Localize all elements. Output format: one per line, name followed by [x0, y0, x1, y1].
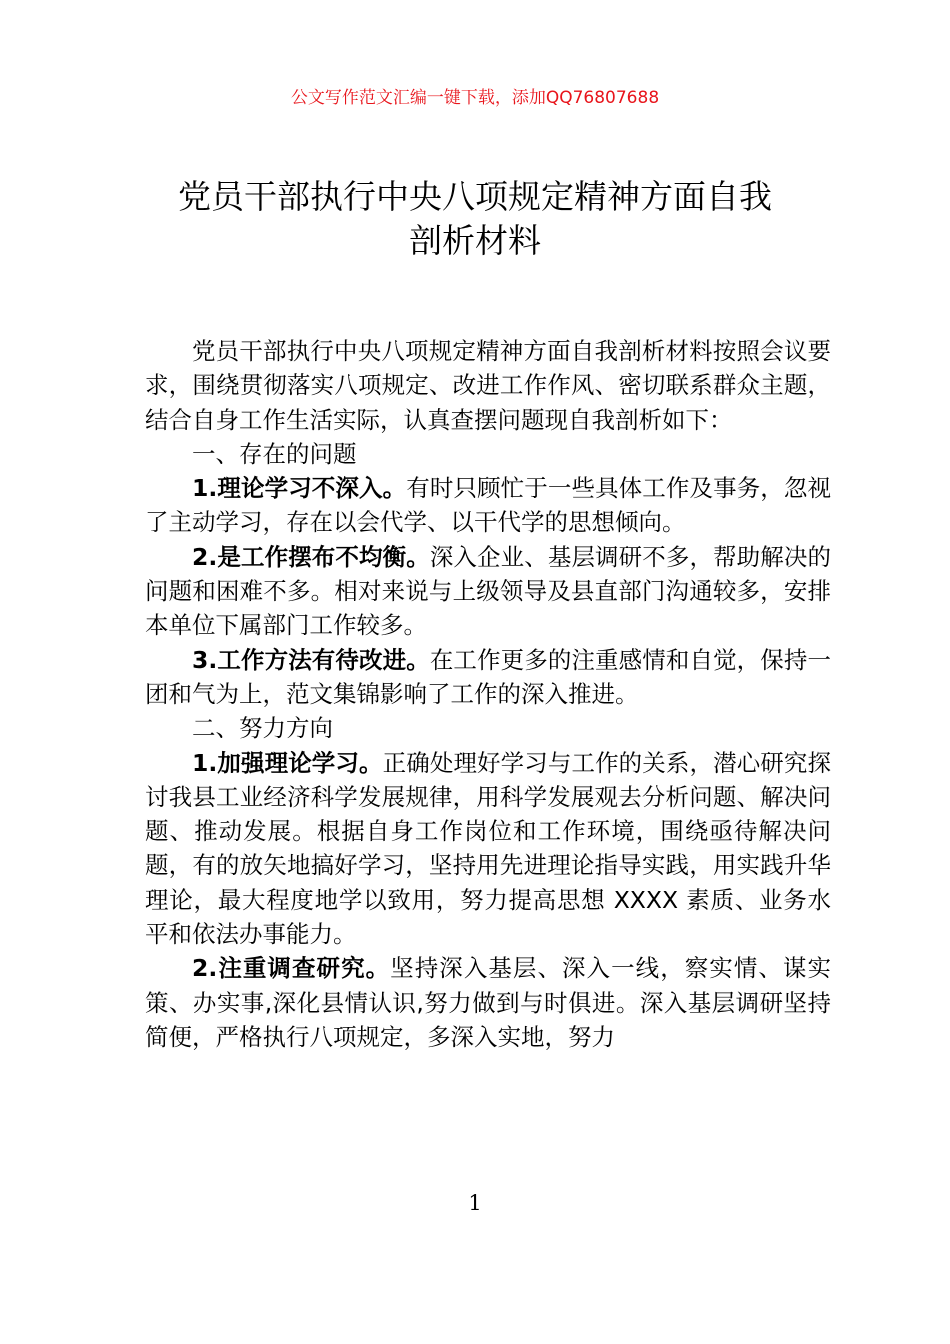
problem-item-3-lead: 3.工作方法有待改进。	[192, 645, 430, 674]
problem-item-2	[145, 540, 831, 643]
direction-item-2-lead: 2.注重调查研究。	[192, 954, 391, 983]
direction-item-2-text: 坚持深入基层、深入一线，察实情、谋实策、办实事,深化县情认识,努力做到与时俱进。深入基层调研坚持简便，严格执行八项规定，多深入实地，努力	[145, 954, 832, 1051]
problem-item-1-lead: 1.理论学习不深入。	[192, 474, 407, 503]
direction-item-2	[145, 951, 831, 1054]
problem-item-3-text: 在工作更多的注重感情和自觉，保持一团和气为上，范文集锦影响了工作的深入推进。	[145, 645, 832, 708]
problem-item-1-text: 有时只顾忙于一些具体工作及事务，忽视了主动学习，存在以会代学、以干代学的思想倾向。	[145, 474, 832, 537]
document-body	[145, 334, 831, 1054]
section-heading-problems: 一、存在的问题	[192, 439, 357, 468]
intro-paragraph: 党员干部执行中央八项规定精神方面自我剖析材料按照会议要求，围绕贯彻落实八项规定、改进工作作风、密切联系群众主题，结合自身工作生活实际，认真查摆问题现自我剖析如下：	[145, 337, 831, 434]
document-title-line-2: 剖析材料	[409, 221, 541, 260]
direction-item-1	[145, 746, 831, 952]
page-number: 1	[468, 1191, 482, 1215]
problem-item-2-lead: 2.是工作摆布不均衡。	[192, 542, 430, 571]
document-title-line-1: 党员干部执行中央八项规定精神方面自我	[178, 177, 772, 216]
watermark-text: 公文写作范文汇编一键下载，添加QQ76807688	[290, 88, 660, 108]
problem-item-3	[145, 643, 831, 712]
problem-item-2-text: 深入企业、基层调研不多，帮助解决的问题和困难不多。相对来说与上级领导及县直部门沟通较多，安排本单位下属部门工作较多。	[145, 542, 832, 640]
section-heading-directions: 二、努力方向	[192, 714, 333, 743]
problem-item-1	[145, 471, 831, 540]
direction-item-1-text: 正确处理好学习与工作的关系，潜心研究探讨我县工业经济科学发展规律，用科学发展观去分析问题、解决问题、推动发展。根据自身工作岗位和工作环境，围绕亟待解决问题，有的放矢地搞好学习，坚持用先进理论指导实践，用实践升华理论，最大程度地学以致用，努力提高思想 XXXX 素质、业务水平和依法办事能力。	[145, 748, 832, 949]
direction-item-1-lead: 1.加强理论学习。	[192, 748, 383, 777]
